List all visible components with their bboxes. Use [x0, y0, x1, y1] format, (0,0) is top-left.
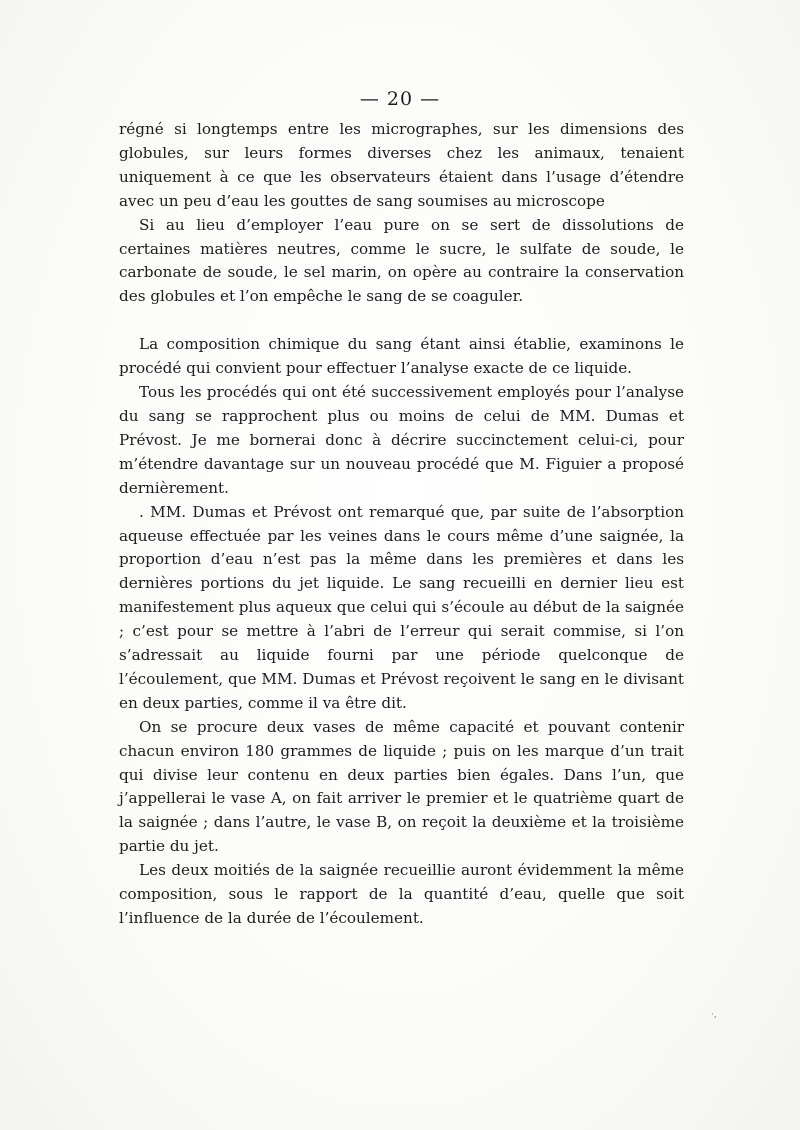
- paragraph-dissolutions: Si au lieu d’employer l’eau pure on se sert de dissolutions de certaines matières neutres, comme le sucre, le sulfate de soude, le carbonate de soude, le sel marin, on opère au contraire la conservation des globules et l’on empêche le sang de se coaguler.: [119, 215, 684, 306]
- paragraph-composition: La composition chimique du sang étant ainsi établie, examinons le procédé qui convient pour effectuer l’analyse exacte de ce liquide.: [119, 335, 684, 378]
- stray-ink-mark: ·,: [711, 1010, 717, 1020]
- paragraph-vases: On se procure deux vases de même capacité et pouvant contenir chacun environ 180 grammes de liquide ; puis on les marque d’un trait qui divise leur contenu en deux parties bien égales. Dans l’un, que j’appellerai le vase A, on fait arriver le premier et le quatrième quart de la saignée ; dans l’autre, le vase B, on reçoit la deuxième et la troisième partie du jet.: [119, 717, 684, 856]
- paragraph-continuation: régné si longtemps entre les micrographes, sur les dimensions des globules, sur leurs formes diverses chez les animaux, tenaient uniquement à ce que les observateurs étaient dans l’usage d’étendre avec un peu d’eau les gouttes de sang soumises au microscope: [119, 120, 684, 210]
- body-text: [119, 118, 684, 931]
- page-number: — 20 —: [359, 88, 441, 110]
- paragraph-dumas-prevost: . MM. Dumas et Prévost ont remarqué que, par suite de l’absorption aqueuse effectuée par les veines dans le cours même d’une saignée, la proportion d’eau n’est pas la même dans les premières et dans les dernières portions du jet liquide. Le sang recueilli en dernier lieu est manifestement plus aqueux que celui qui s’écoule au début de la saignée ; c’est pour se mettre à l’abri de l’erreur qui serait commise, si l’on s’adressait au liquide fourni par une période quelconque de l’écoulement, que MM. Dumas et Prévost reçoivent le sang en le divisant en deux parties, comme il va être dit.: [119, 502, 684, 712]
- paragraph-moities: Les deux moitiés de la saignée recueillie auront évidemment la même composition, sous le rapport de la quantité d’eau, quelle que soit l’influence de la durée de l’écoulement.: [119, 861, 684, 927]
- paragraph-procedes: Tous les procédés qui ont été successivement employés pour l’analyse du sang se rapprochent plus ou moins de celui de MM. Dumas et Prévost. Je me bornerai donc à décrire succinctement celui-ci, pour m’étendre davantage sur un nouveau procédé que M. Figuier a proposé dernièrement.: [119, 383, 684, 497]
